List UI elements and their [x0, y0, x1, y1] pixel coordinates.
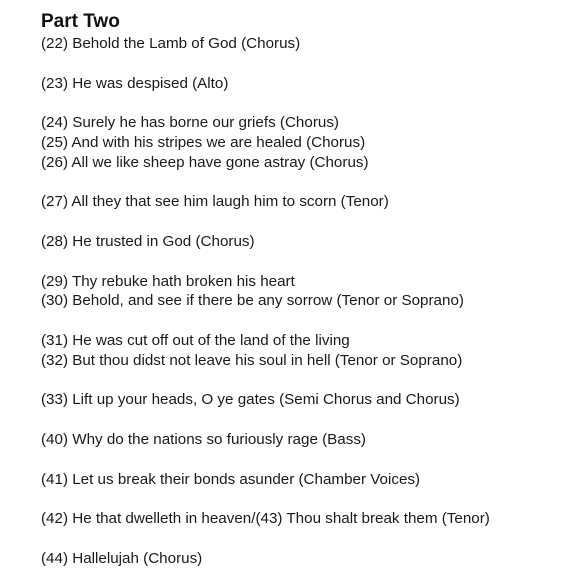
movement-entry: (22) Behold the Lamb of God (Chorus) [41, 35, 301, 52]
movement-group [41, 113, 566, 172]
movement-entry: (23) He was despised (Alto) [41, 74, 229, 92]
movement-entry: (30) Behold, and see if there be any sorrow (Tenor or Soprano) [41, 292, 464, 310]
movement-group [41, 430, 566, 450]
movement-entry: (25) And with his stripes we are healed (Chorus) [41, 133, 366, 151]
movement-entry: (29) Thy rebuke hath broken his heart [41, 272, 295, 290]
movement-entry: (32) But thou didst not leave his soul in hell (Tenor or Soprano) [41, 351, 463, 369]
movement-group [41, 272, 566, 312]
movement-group [41, 232, 566, 252]
movement-group [41, 470, 566, 490]
movement-entry: (42) He that dwelleth in heaven/(43) Thou shalt break them (Tenor) [41, 510, 490, 528]
movement-entry: (27) All they that see him laugh him to scorn (Tenor) [41, 193, 389, 211]
movement-group [41, 34, 566, 54]
movement-group [41, 390, 566, 410]
section-title: Part Two [41, 11, 120, 32]
movement-list [41, 34, 566, 569]
movement-entry: (40) Why do the nations so furiously rage (Bass) [41, 430, 366, 448]
movement-entry: (44) Hallelujah (Chorus) [41, 549, 203, 567]
movement-group [41, 74, 566, 94]
document-page [41, 10, 566, 588]
movement-entry: (31) He was cut off out of the land of the living [41, 331, 350, 349]
movement-entry: (33) Lift up your heads, O ye gates (Semi Chorus and Chorus) [41, 391, 460, 409]
movement-group [41, 331, 566, 371]
movement-group [41, 192, 566, 212]
movement-group [41, 549, 566, 569]
movement-entry: (41) Let us break their bonds asunder (Chamber Voices) [41, 470, 421, 488]
movement-group [41, 509, 566, 529]
movement-entry: (28) He trusted in God (Chorus) [41, 232, 255, 250]
movement-entry: (24) Surely he has borne our griefs (Chorus) [41, 114, 339, 132]
movement-entry: (26) All we like sheep have gone astray (Chorus) [41, 153, 369, 171]
